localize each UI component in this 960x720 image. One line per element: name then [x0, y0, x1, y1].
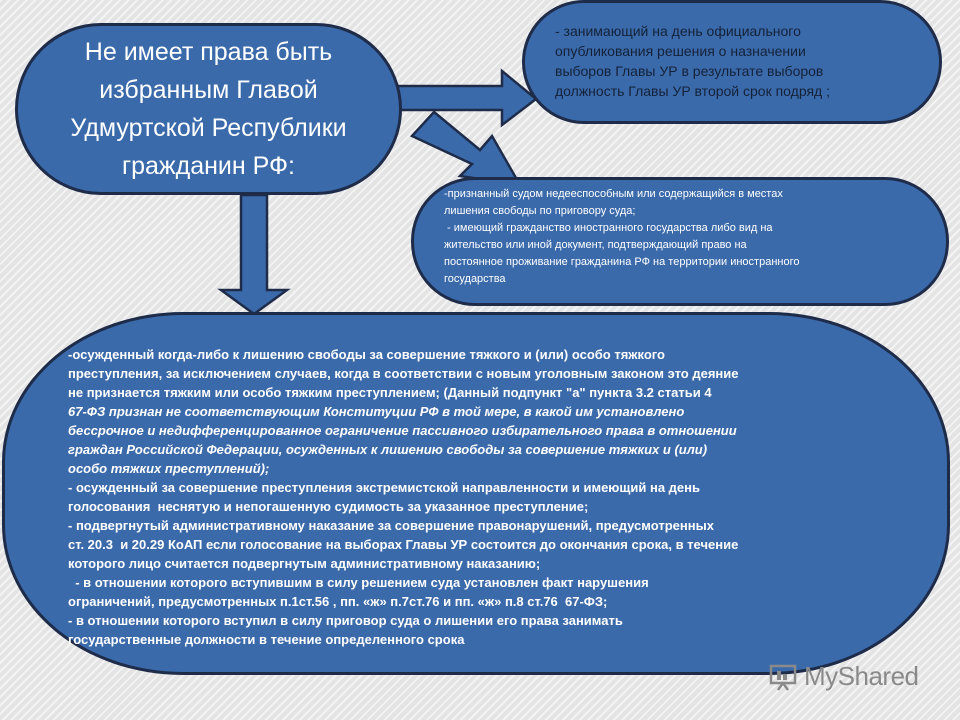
- conviction-line: голосования неснятую и непогашенную судимость за указанное преступление;: [68, 499, 589, 514]
- conviction-line: бессрочное и недифференцированное ограничение пассивного избирательного права в отношении: [68, 423, 737, 438]
- conviction-line: - осужденный за совершение преступления экстремистской направленности и имеющий на день: [68, 480, 700, 495]
- conviction-line: преступления, за исключением случаев, когда в соответствии с новым уголовным законом это деяние: [68, 366, 739, 381]
- citizenship-line: постоянное проживание гражданина РФ на территории иностранного: [444, 256, 800, 268]
- arrow-down: [221, 195, 287, 314]
- main-title: Не имеет права быть избранным Главой Удмуртской Республики гражданин РФ:: [70, 38, 347, 180]
- conviction-line: - в отношении которого вступившим в силу решением суда установлен факт нарушения: [68, 575, 649, 590]
- term-limit-line: должность Главы УР второй срок подряд ;: [555, 83, 830, 99]
- conviction-line: особо тяжких преступлений);: [68, 461, 270, 476]
- incapacity-citizenship-bubble: [411, 177, 949, 306]
- citizenship-line: жительство или иной документ, подтверждающий право на: [444, 239, 747, 251]
- conviction-restrictions-bubble: [2, 312, 950, 675]
- conviction-line: - подвергнутый административному наказание за совершение правонарушений, предусмотренных: [68, 518, 714, 533]
- term-limit-line: опубликования решения о назначении: [555, 43, 806, 59]
- conviction-line: ст. 20.3 и 20.29 КоАП если голосование на выборах Главы УР состоится до окончания срока, в течение: [68, 537, 739, 552]
- conviction-list: [68, 345, 927, 649]
- conviction-line: ограничений, предусмотренных п.1ст.56 , пп. «ж» п.7ст.76 и пп. «ж» п.8 ст.76 67-ФЗ;: [68, 594, 608, 609]
- conviction-line: - в отношении которого вступил в силу приговор суда о лишении его права занимать: [68, 613, 623, 628]
- conviction-line: 67-ФЗ признан не соответствующим Конституции РФ в той мере, в какой им установлено: [68, 404, 685, 419]
- arrow-right-upper: [398, 71, 536, 125]
- citizenship-line: государства: [444, 273, 506, 285]
- conviction-line: граждан Российской Федерации, осужденных к лишению свободы за совершение тяжких и (или): [68, 442, 708, 457]
- term-limit-bubble: [522, 0, 942, 124]
- conviction-line: -осужденный когда-либо к лишению свободы за совершение тяжкого и (или) особо тяжкого: [68, 347, 665, 362]
- conviction-line: которого лицо считается подвергнутым административному наказанию;: [68, 556, 541, 571]
- conviction-line: государственные должности в течение определенного срока: [68, 632, 465, 647]
- watermark-text: MyShared: [804, 660, 919, 691]
- term-limit-line: выборов Главы УР в результате выборов: [555, 63, 824, 79]
- main-title-bubble: [15, 23, 402, 195]
- presentation-logo-icon: [768, 661, 798, 691]
- incapacity-line: -признанный судом недееспособным или содержащийся в местах: [444, 188, 783, 200]
- term-limit-line: - занимающий на день официального: [555, 23, 801, 39]
- citizenship-line: - имеющий гражданство иностранного государства либо вид на: [444, 222, 773, 234]
- conviction-line: не признается тяжким или особо тяжким преступлением; (Данный подпункт "а" пункта 3.2 статьи 4: [68, 385, 712, 400]
- watermark: [768, 658, 919, 694]
- incapacity-line: лишения свободы по приговору суда;: [444, 205, 636, 217]
